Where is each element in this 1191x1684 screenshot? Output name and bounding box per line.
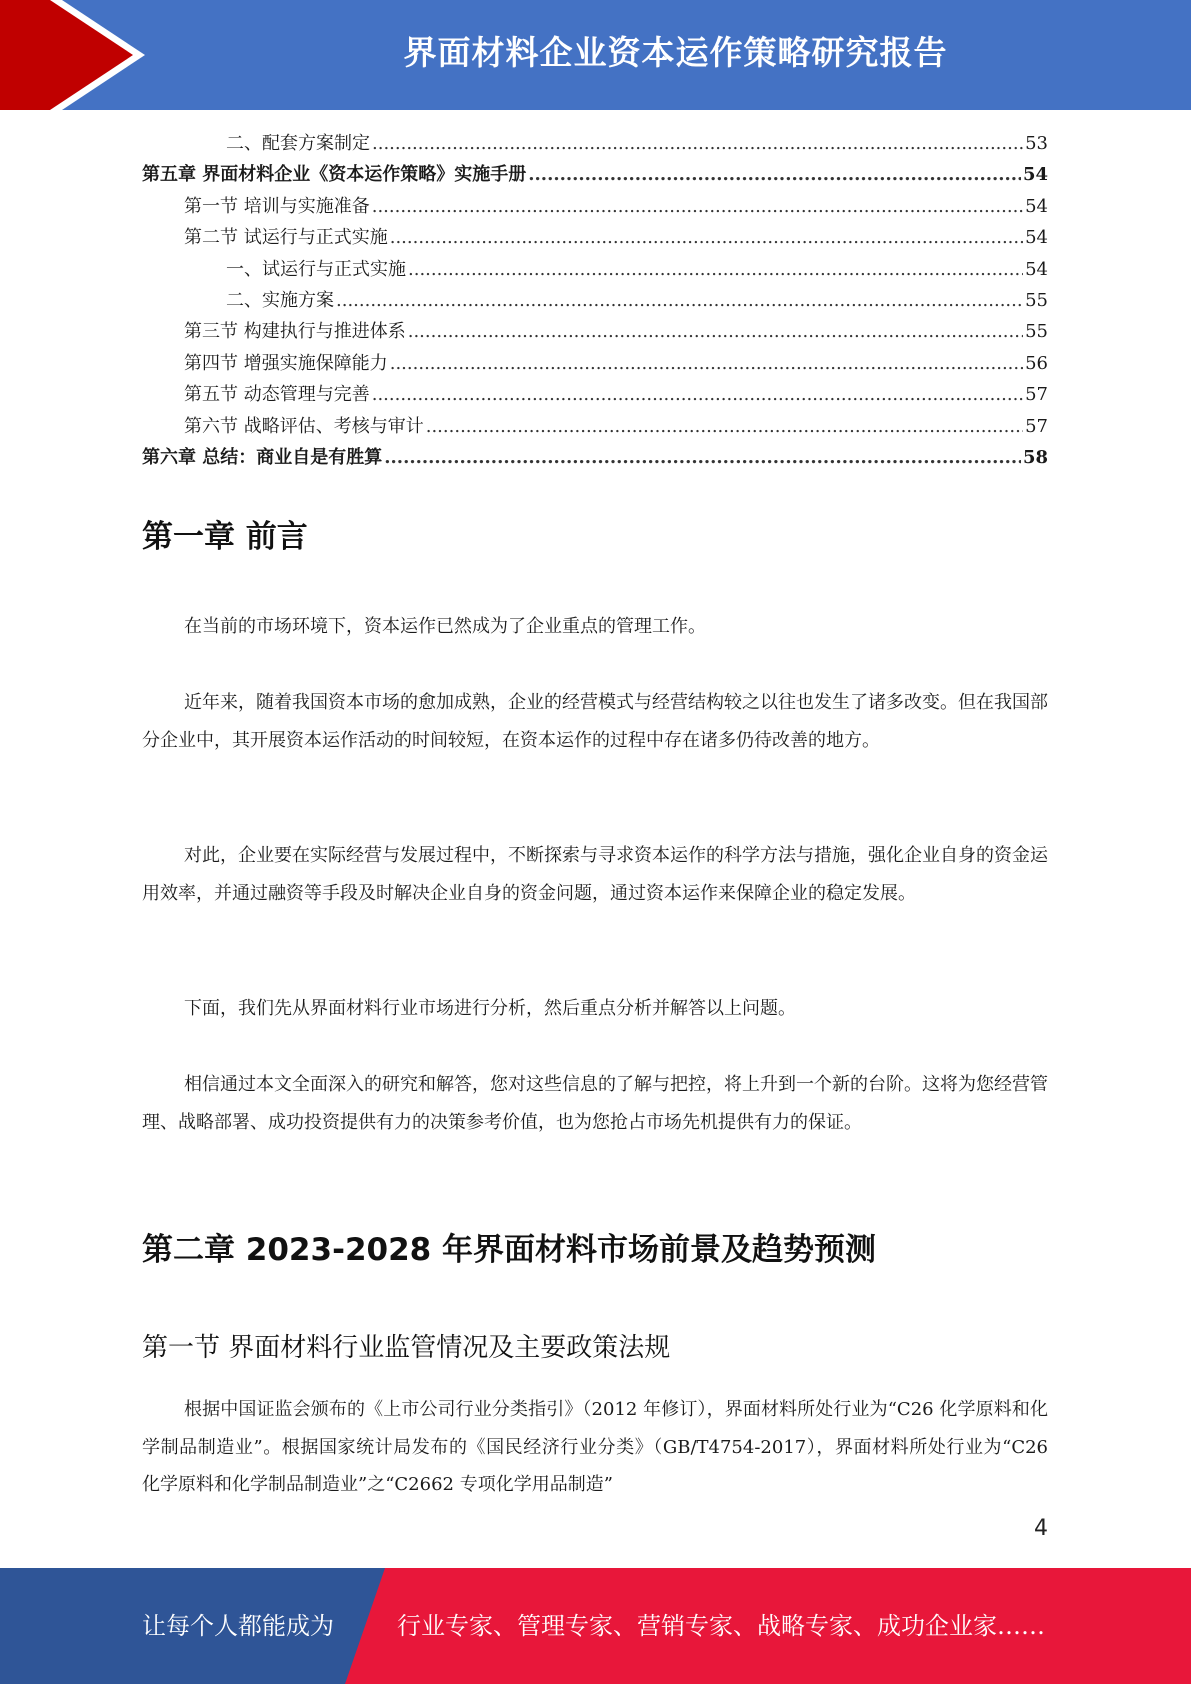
toc-entry-label: 第二节 试运行与正式实施 (184, 227, 388, 249)
chapter-1-paragraph: 近年来，随着我国资本市场的愈加成熟，企业的经营模式与经营结构较之以往也发生了诸多改变。但在我国部分企业中，其开展资本运作活动的时间较短，在资本运作的过程中存在诸多仍待改善的地方。 (142, 692, 1048, 751)
footer-slogan-left: 让每个人都能成为 (142, 1612, 334, 1640)
toc-entry[interactable] (142, 128, 1048, 159)
toc-leader-dots (528, 159, 1021, 190)
toc-entry-label: 第五节 动态管理与完善 (184, 384, 370, 406)
section-1-heading: 第一节 界面材料行业监管情况及主要政策法规 (142, 1333, 671, 1363)
chapter-1-paragraph: 下面，我们先从界面材料行业市场进行分析，然后重点分析并解答以上问题。 (184, 998, 796, 1019)
toc-leader-dots (408, 316, 1023, 347)
chapter-2-heading: 第二章 2023-2028 年界面材料市场前景及趋势预测 (142, 1232, 877, 1268)
toc-entry-page: 54 (1022, 164, 1048, 186)
toc-entry-page: 57 (1025, 415, 1048, 437)
toc-entry[interactable] (142, 411, 1048, 442)
toc-entry-page: 57 (1025, 384, 1048, 406)
toc-entry-page: 53 (1025, 133, 1048, 154)
section-1-paragraph: 根据中国证监会颁布的《上市公司行业分类指引》（2012 年修订），界面材料所处行业为“C26 化学原料和化学制品制造业”。根据国家统计局发布的《国民经济行业分类》（GB/T4754-2017），界面材料所处行业为“C26 化学原料和化学制品制造业”之“C2662 专项化学用品制造” (142, 1399, 1048, 1495)
toc-entry-page: 55 (1025, 289, 1048, 311)
chapter-1-heading: 第一章 前言 (142, 519, 308, 555)
toc-entry-label: 二、实施方案 (226, 289, 334, 311)
chapter-1-paragraph: 相信通过本文全面深入的研究和解答，您对这些信息的了解与把控，将上升到一个新的台阶。这将为您经营管理、战略部署、成功投资提供有力的决策参考价值，也为您抢占市场先机提供有力的保证。 (142, 1074, 1048, 1133)
toc-entry-page: 54 (1025, 227, 1048, 249)
toc-leader-dots (372, 191, 1023, 222)
toc-leader-dots (390, 222, 1023, 253)
toc-entry-label: 一、试运行与正式实施 (226, 258, 406, 280)
toc-entry-page: 58 (1022, 446, 1048, 468)
toc-entry-label: 第四节 增强实施保障能力 (184, 352, 388, 374)
toc-entry[interactable] (142, 222, 1048, 253)
page-footer (0, 1568, 1191, 1684)
page-header (0, 0, 1191, 110)
toc-entry-page: 54 (1025, 195, 1048, 217)
toc-leader-dots (426, 411, 1023, 442)
toc-entry-page: 54 (1025, 258, 1048, 280)
toc-leader-dots (390, 348, 1023, 379)
toc-chapter-entry[interactable] (142, 159, 1048, 190)
toc-entry-label: 第五章 界面材料企业《资本运作策略》实施手册 (142, 164, 527, 186)
chapter-1-paragraph: 对此，企业要在实际经营与发展过程中，不断探索与寻求资本运作的科学方法与措施，强化企业自身的资金运用效率，并通过融资等手段及时解决企业自身的资金问题，通过资本运作来保障企业的稳定发展。 (142, 845, 1048, 904)
toc-entry[interactable] (142, 285, 1048, 316)
toc-leader-dots (336, 285, 1023, 316)
toc-entry-label: 第六章 总结：商业自是有胜算 (142, 446, 383, 468)
footer-slogan-right: 行业专家、管理专家、营销专家、战略专家、成功企业家…… (397, 1612, 1045, 1640)
toc-chapter-entry[interactable] (142, 442, 1048, 473)
toc-entry[interactable] (142, 316, 1048, 347)
toc-entry-label: 第一节 培训与实施准备 (184, 195, 370, 217)
toc-leader-dots (384, 442, 1021, 473)
toc-leader-dots (372, 128, 1023, 159)
chapter-1-paragraph: 在当前的市场环境下，资本运作已然成为了企业重点的管理工作。 (184, 616, 706, 637)
toc-entry[interactable] (142, 254, 1048, 285)
page-number: 4 (1034, 1516, 1048, 1541)
toc-entry-page: 55 (1025, 321, 1048, 343)
toc-entry-label: 第六节 战略评估、考核与审计 (184, 415, 424, 437)
toc-entry[interactable] (142, 348, 1048, 379)
table-of-contents (142, 128, 1048, 473)
report-title: 界面材料企业资本运作策略研究报告 (403, 33, 948, 72)
toc-leader-dots (408, 254, 1023, 285)
toc-entry-label: 二、配套方案制定 (226, 133, 370, 154)
toc-entry-page: 56 (1025, 352, 1048, 374)
toc-leader-dots (372, 379, 1023, 410)
toc-entry-label: 第三节 构建执行与推进体系 (184, 321, 406, 343)
toc-entry[interactable] (142, 379, 1048, 410)
toc-entry[interactable] (142, 191, 1048, 222)
